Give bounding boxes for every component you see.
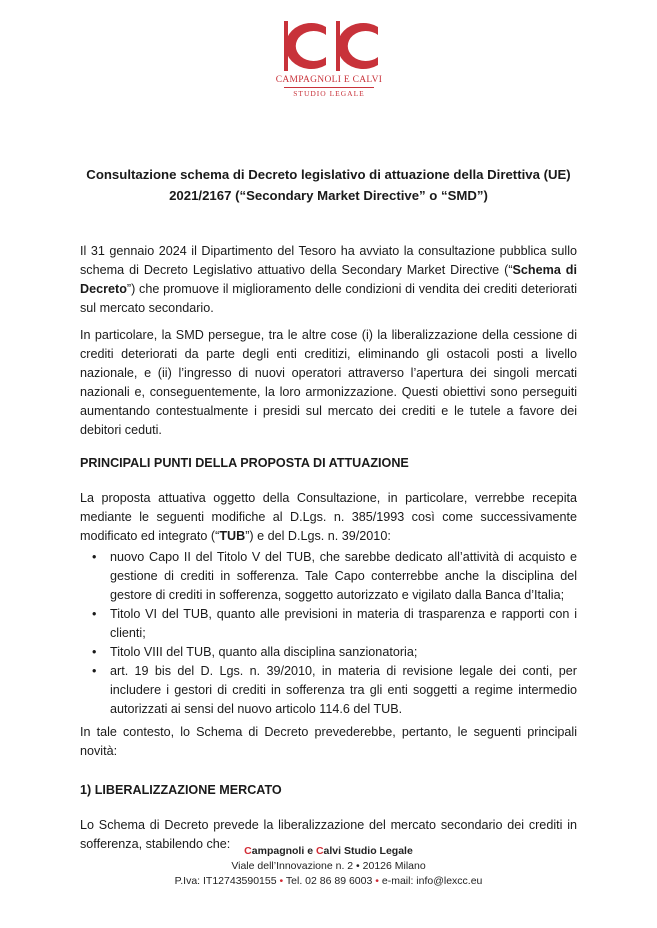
section1-bold-term: TUB: [219, 529, 246, 543]
section1-text-b: ”) e del D.Lgs. n. 39/2010:: [245, 529, 391, 543]
footer-email[interactable]: e-mail: info@lexcc.eu: [381, 875, 483, 887]
bullet-icon: •: [92, 550, 97, 564]
section1-closing: In tale contesto, lo Schema di Decreto prevederebbe, pertanto, le seguenti principali novità:: [80, 725, 577, 758]
footer-phone: Tel. 02 86 89 6003: [285, 875, 373, 887]
title-line-2: 2021/2167 (“Secondary Market Directive” o “SMD”): [169, 188, 488, 203]
list-item-text: art. 19 bis del D. Lgs. n. 39/2010, in materia di revisione legale dei conti, per includere i gestori di crediti in sofferenza tra gli enti soggetti a regime intermedio autorizzati ai sensi del nuovo articolo 114.6 del TUB.: [110, 664, 577, 716]
intro-paragraph-2: In particolare, la SMD persegue, tra le altre cose (i) la liberalizzazione della cessione di crediti deteriorati da parte degli enti creditizi, eliminando gli ostacoli posti a livello nazionale, e (ii) l’ingresso di nuovi operatori attraverso l’apertura dei singoli mercati nazionali e, conseguentemente, la loro armonizzazione. Questi obiettivi sono perseguiti aumentando contestualmente i presidi sul mercato dei crediti e le tutele a favore dei debitori ceduti.: [80, 328, 577, 437]
section-heading-liberalization: 1) LIBERALIZZAZIONE MERCATO: [80, 783, 282, 797]
page-footer: [0, 844, 657, 889]
footer-separator: •: [375, 875, 379, 887]
footer-address: Viale dell’Innovazione n. 2 • 20126 Milano: [231, 860, 426, 872]
bullet-icon: •: [92, 645, 97, 659]
footer-vat: P.Iva: IT12743590155: [174, 875, 277, 887]
intro-text-b: ”) che promuove il miglioramento delle condizioni di vendita dei crediti deteriorati sul mercato secondario.: [80, 282, 577, 315]
footer-firm-name: Campagnoli e Calvi Studio Legale: [244, 845, 413, 857]
bullet-icon: •: [92, 607, 97, 621]
document-body: [80, 164, 577, 854]
list-item-text: Titolo VIII del TUB, quanto alla disciplina sanzionatoria;: [110, 645, 418, 659]
list-item: [80, 643, 577, 662]
bullet-icon: •: [92, 664, 97, 678]
intro-text-a: Il 31 gennaio 2024 il Dipartimento del Tesoro ha avviato la consultazione pubblica sullo schema di Decreto Legislativo attuativo della Secondary Market Directive (“: [80, 244, 577, 277]
amendments-list: [80, 548, 577, 719]
section-heading-principal-points: PRINCIPALI PUNTI DELLA PROPOSTA DI ATTUAZIONE: [80, 456, 409, 470]
intro-bold-term: Schema di Decreto: [80, 263, 577, 296]
cc-monogram-logo: [278, 19, 380, 73]
list-item: [80, 605, 577, 643]
document-title: [80, 164, 577, 206]
section1-text-a: La proposta attuativa oggetto della Consultazione, in particolare, verrebbe recepita mediante le seguenti modifiche al D.Lgs. n. 385/1993 così come successivamente modificato ed integrato (“: [80, 491, 577, 543]
section2-paragraph: Lo Schema di Decreto prevede la liberalizzazione del mercato secondario dei crediti in sofferenza, stabilendo che:: [80, 818, 577, 851]
title-line-1: Consultazione schema di Decreto legislativo di attuazione della Direttiva (UE): [86, 167, 571, 182]
logo-subtitle: STUDIO LEGALE: [293, 89, 365, 98]
list-item-text: nuovo Capo II del Titolo V del TUB, che sarebbe dedicato all’attività di acquisto e gestione di crediti in sofferenza. Tale Capo conterrebbe anche la disciplina del gestore di crediti in sofferenza, soggetto autorizzato e vigilato dalla Banca d’Italia;: [110, 550, 577, 602]
footer-contacts: [0, 874, 657, 889]
logo-firm-name: CAMPAGNOLI E CALVI: [275, 75, 383, 85]
logo-divider: [284, 87, 374, 88]
intro-paragraph-1: [80, 242, 577, 318]
list-item: [80, 662, 577, 719]
section1-paragraph: [80, 489, 577, 546]
firm-logo: [270, 19, 388, 101]
footer-separator: •: [279, 875, 284, 887]
list-item: [80, 548, 577, 605]
list-item-text: Titolo VI del TUB, quanto alle previsioni in materia di trasparenza e rapporti con i clienti;: [110, 607, 577, 640]
